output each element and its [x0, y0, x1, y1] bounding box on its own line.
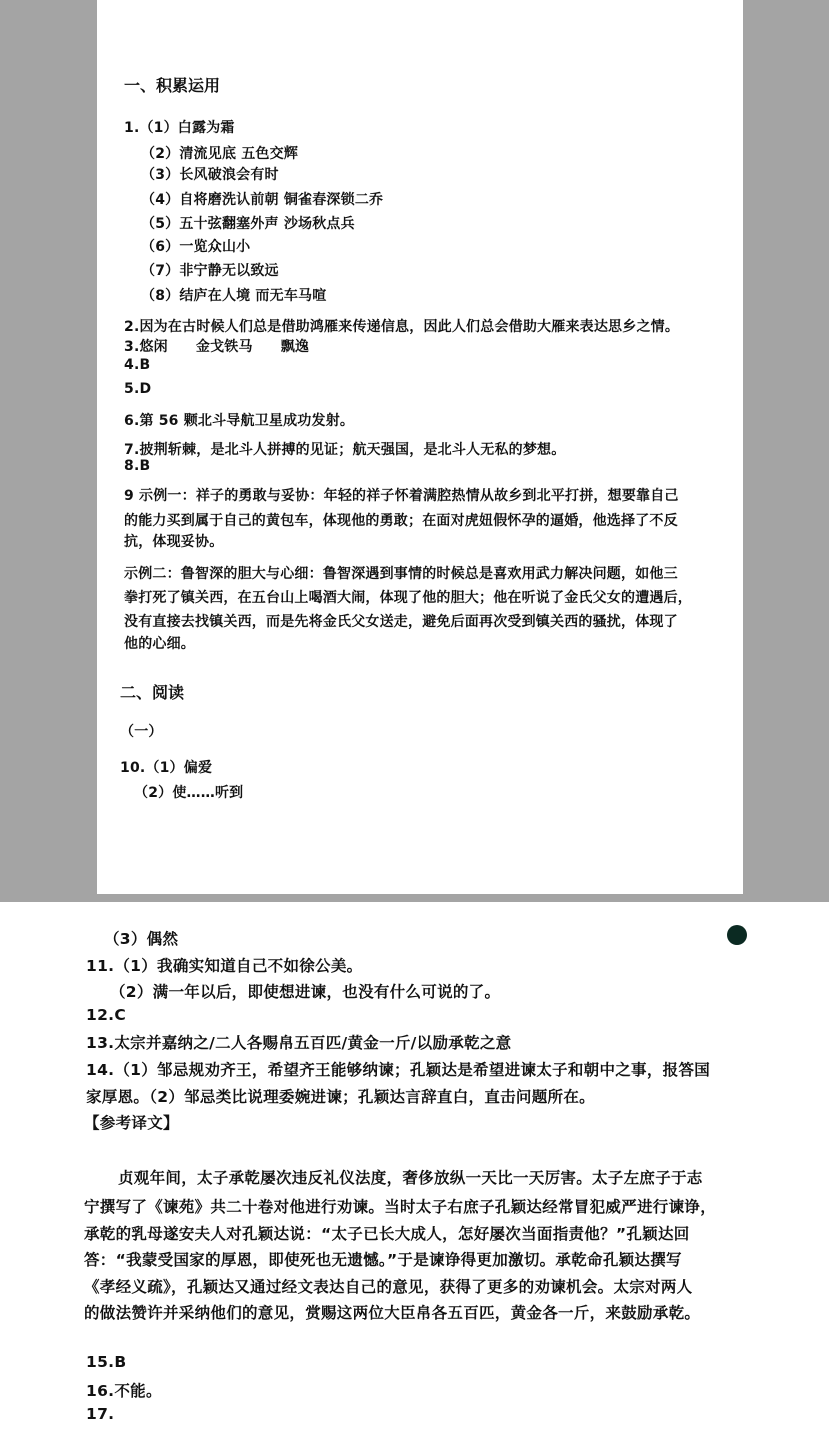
answer-13: 13.太宗并嘉纳之/二人各赐帛五百匹/黄金一斤/以励承乾之意: [86, 1034, 512, 1052]
answer-7: 7.披荆斩棘，是北斗人拼搏的见证；航天强国，是北斗人无私的梦想。: [124, 442, 566, 458]
answer-17: 17.: [86, 1405, 115, 1423]
answer-11-1: 11.（1）我确实知道自己不如徐公美。: [86, 957, 363, 975]
answer-9b-line-4: 他的心细。: [124, 636, 195, 652]
subsection-1: （一）: [120, 724, 163, 740]
answer-2: 2.因为在古时候人们总是借助鸿雁来传递信息，因此人们总会借助大雁来表达思乡之情。: [124, 319, 680, 335]
answer-11-2: （2）满一年以后，即使想进谏，也没有什么可说的了。: [110, 983, 501, 1001]
translation-line-1: 贞观年间，太子承乾屡次违反礼仪法度，奢侈放纵一天比一天厉害。太子左庶子于志: [118, 1169, 703, 1187]
answer-9-line-2: 的能力买到属于自己的黄包车，体现他的勇敢；在面对虎妞假怀孕的逼婚，他选择了不反: [124, 513, 678, 529]
answer-3-word-1: 3.悠闲: [124, 339, 168, 355]
answer-3-word-3: 飘逸: [280, 339, 310, 355]
answer-14-line-2: 家厚恩。（2）邹忌类比说理委婉进谏；孔颖达言辞直白，直击问题所在。: [86, 1088, 595, 1106]
answer-1-6: （6）一览众山小: [141, 239, 251, 255]
answer-1-3: （3）长风破浪会有时: [141, 167, 279, 183]
reference-translation-title: 【参考译文】: [84, 1114, 179, 1132]
answer-9-line-1: 9 示例一：祥子的勇敢与妥协：年轻的祥子怀着满腔热情从故乡到北平打拼，想要靠自己: [124, 488, 679, 504]
answer-16: 16.不能。: [86, 1382, 162, 1400]
translation-line-2: 宁撰写了《谏苑》共二十卷对他进行劝谏。当时太子右庶子孔颖达经常冒犯威严进行谏诤，: [84, 1198, 717, 1216]
translation-line-3: 承乾的乳母遂安夫人对孔颖达说：“太子已长大成人，怎好屡次当面指责他？”孔颖达回: [84, 1225, 690, 1243]
answer-14-line-1: 14.（1）邹忌规劝齐王，希望齐王能够纳谏；孔颖达是希望进谏太子和朝中之事，报答国: [86, 1061, 711, 1079]
answer-1-4: （4）自将磨洗认前朝 铜雀春深锁二乔: [141, 192, 384, 208]
section-title-reading: 二、阅读: [120, 683, 185, 702]
dot-marker: [727, 925, 747, 945]
answer-9-line-3: 抗，体现妥协。: [124, 534, 224, 550]
answer-1-2: （2）清流见底 五色交辉: [141, 146, 299, 162]
answer-1-8: （8）结庐在人境 而无车马喧: [141, 288, 327, 304]
answer-12: 12.C: [86, 1006, 127, 1024]
answer-8: 8.B: [124, 458, 151, 474]
answer-5: 5.D: [124, 381, 152, 397]
answer-1-1: 1.（1）白露为霜: [124, 120, 235, 136]
answer-1-7: （7）非宁静无以致远: [141, 263, 279, 279]
answer-10-3: （3）偶然: [104, 930, 179, 948]
answer-1-5: （5）五十弦翻塞外声 沙场秋点兵: [141, 216, 355, 232]
translation-line-6: 的做法赞许并采纳他们的意见，赏赐这两位大臣帛各五百匹，黄金各一斤，来鼓励承乾。: [84, 1304, 701, 1322]
translation-line-5: 《孝经义疏》，孔颖达又通过经文表达自己的意见，获得了更多的劝谏机会。太宗对两人: [84, 1278, 693, 1296]
answer-9b-line-1: 示例二：鲁智深的胆大与心细：鲁智深遇到事情的时候总是喜欢用武力解决问题，如他三: [124, 566, 678, 582]
answer-3-word-2: 金戈铁马: [195, 339, 253, 355]
answer-4: 4.B: [124, 357, 151, 373]
answer-9b-line-2: 拳打死了镇关西，在五台山上喝酒大闹，体现了他的胆大；他在听说了金氏父女的遭遇后，: [124, 590, 692, 606]
answer-15: 15.B: [86, 1353, 127, 1371]
answer-6: 6.第 56 颗北斗导航卫星成功发射。: [124, 413, 355, 429]
translation-line-4: 答：“我蒙受国家的厚恩，即使死也无遗憾。”于是谏诤得更加激切。承乾命孔颖达撰写: [84, 1251, 682, 1269]
answer-3: [124, 336, 309, 356]
answer-10-1: 10.（1）偏爱: [120, 760, 213, 776]
answer-9b-line-3: 没有直接去找镇关西，而是先将金氏父女送走，避免后面再次受到镇关西的骚扰，体现了: [124, 614, 678, 630]
section-title-accumulation: 一、积累运用: [124, 76, 221, 95]
answer-10-2: （2）使……听到: [134, 785, 244, 801]
